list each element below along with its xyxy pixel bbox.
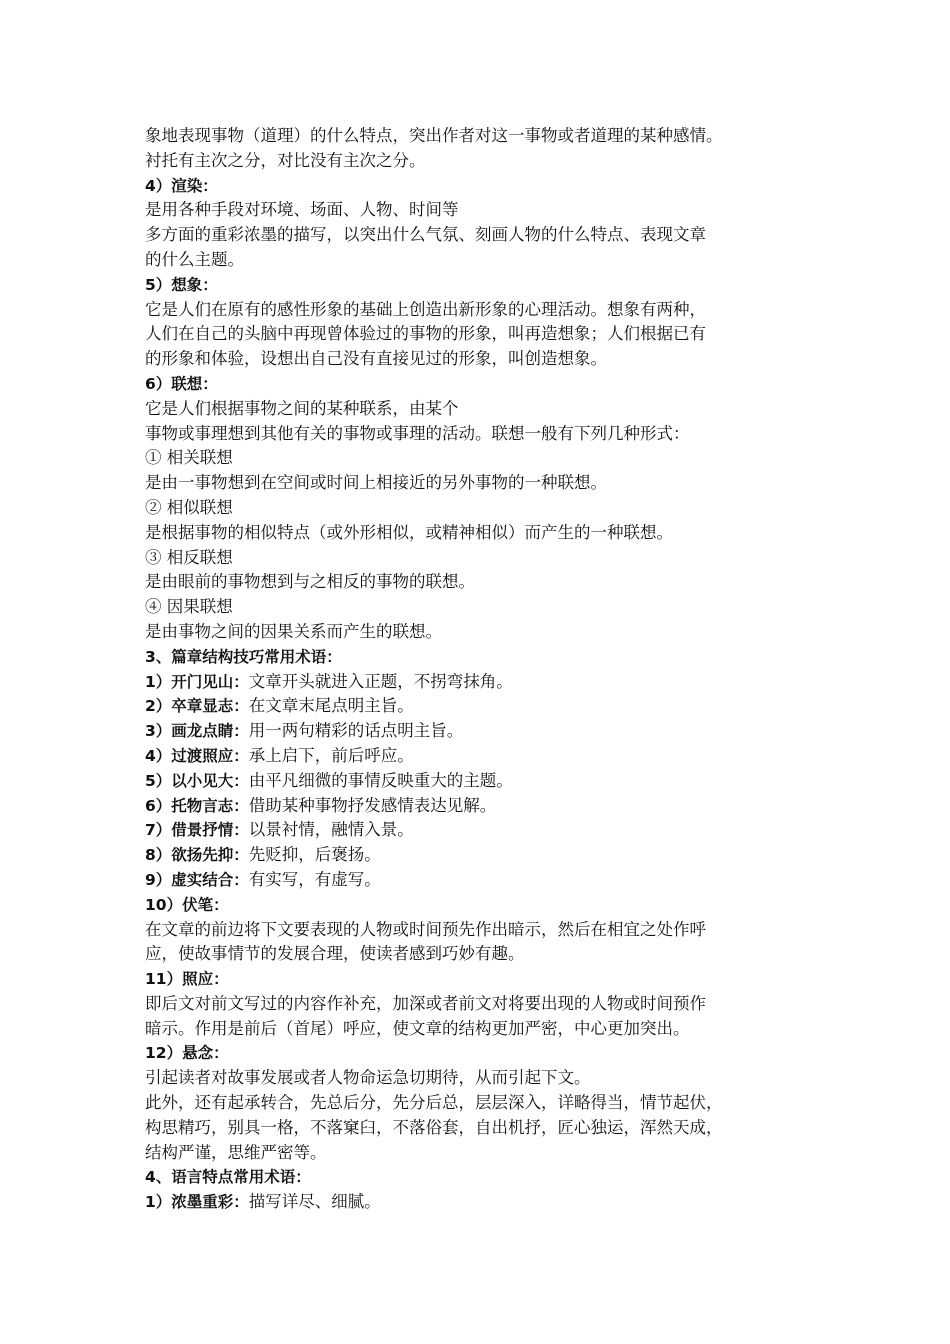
heading-association: 6）联想： <box>145 374 218 393</box>
document-body <box>145 124 825 1215</box>
text-line: 此外，还有起承转合，先总后分，先分后总，层层深入，详略得当，情节起伏， <box>145 1093 723 1113</box>
term-label: 1）开门见山： <box>145 672 249 691</box>
term-label: 7）借景抒情： <box>145 821 249 840</box>
term-definition: 描写详尽、细腻。 <box>248 1192 381 1212</box>
text-line: 是由眼前的事物想到与之相反的事物的联想。 <box>145 572 475 592</box>
text-line: 暗示。作用是前后（首尾）呼应，使文章的结构更加严密，中心更加突出。 <box>145 1018 690 1038</box>
term-line <box>145 744 825 769</box>
heading-foreshadowing: 10）伏笔： <box>145 895 229 914</box>
term-label: 5）以小见大： <box>145 771 249 790</box>
term-definition: 用一两句精彩的话点明主旨。 <box>248 721 464 741</box>
list-item-opposite-association: ③ 相反联想 <box>145 547 233 567</box>
term-definition: 文章开头就进入正题，不拐弯抹角。 <box>248 671 513 691</box>
text-line: 引起读者对故事发展或者人物命运急切期待，从而引起下文。 <box>145 1068 591 1088</box>
list-item-causal-association: ④ 因果联想 <box>145 597 233 617</box>
term-definition: 在文章末尾点明主旨。 <box>248 696 414 716</box>
text-line: 事物或事理想到其他有关的事物或事理的活动。联想一般有下列几种形式： <box>145 423 690 443</box>
text-line: 是由一事物想到在空间或时间上相接近的另外事物的一种联想。 <box>145 473 607 493</box>
term-line <box>145 794 825 819</box>
term-line <box>145 719 825 744</box>
text-line: 人们在自己的头脑中再现曾体验过的事物的形象，叫再造想象；人们根据已有 <box>145 324 706 344</box>
term-label: 9）虚实结合： <box>145 870 249 889</box>
term-definition: 承上启下，前后呼应。 <box>248 745 414 765</box>
text-line: 它是人们在原有的感性形象的基础上创造出新形象的心理活动。想象有两种， <box>145 299 706 319</box>
heading-echo: 11）照应： <box>145 970 229 989</box>
term-definition: 以景衬情，融情入景。 <box>248 820 414 840</box>
text-line: 它是人们根据事物之间的某种联系，由某个 <box>145 398 459 418</box>
text-line: 是由事物之间的因果关系而产生的联想。 <box>145 621 442 641</box>
text-line: 是根据事物的相似特点（或外形相似，或精神相似）而产生的一种联想。 <box>145 522 673 542</box>
text-line: 在文章的前边将下文要表现的人物或时间预先作出暗示，然后在相宜之处作呼 <box>145 919 706 939</box>
term-label: 8）欲扬先抑： <box>145 846 249 865</box>
term-definition: 有实写，有虚写。 <box>248 869 381 889</box>
text-line: 多方面的重彩浓墨的描写，以突出什么气氛、刻画人物的什么特点、表现文章 <box>145 225 706 245</box>
term-line <box>145 868 825 893</box>
section-heading-language: 4、语言特点常用术语： <box>145 1168 311 1187</box>
term-definition: 借助某种事物抒发感情表达见解。 <box>248 795 497 815</box>
heading-rendering: 4）渲染： <box>145 176 218 195</box>
term-line <box>145 818 825 843</box>
list-item-similar-association: ② 相似联想 <box>145 497 233 517</box>
section-heading-structure: 3、篇章结构技巧常用术语： <box>145 647 342 666</box>
term-label: 3）画龙点睛： <box>145 722 249 741</box>
list-item-related-association: ① 相关联想 <box>145 448 233 468</box>
term-line <box>145 1190 825 1215</box>
text-line: 的什么主题。 <box>145 249 244 269</box>
text-line: 衬托有主次之分，对比没有主次之分。 <box>145 150 426 170</box>
term-label: 2）卒章显志： <box>145 697 249 716</box>
text-line: 结构严谨，思维严密等。 <box>145 1142 327 1162</box>
text-line: 应，使故事情节的发展合理，使读者感到巧妙有趣。 <box>145 944 525 964</box>
term-label: 1）浓墨重彩： <box>145 1193 249 1212</box>
term-line <box>145 769 825 794</box>
term-line <box>145 670 825 695</box>
text-line: 构思精巧，别具一格，不落窠臼，不落俗套，自出机抒，匠心独运，浑然天成， <box>145 1117 723 1137</box>
term-definition: 先贬抑，后褒扬。 <box>248 845 381 865</box>
heading-suspense: 12）悬念： <box>145 1044 229 1063</box>
term-label: 6）托物言志： <box>145 796 249 815</box>
term-line <box>145 694 825 719</box>
term-line <box>145 843 825 868</box>
text-line: 的形象和体验，设想出自己没有直接见过的形象，叫创造想象。 <box>145 349 607 369</box>
term-definition: 由平凡细微的事情反映重大的主题。 <box>248 770 513 790</box>
heading-imagination: 5）想象： <box>145 275 218 294</box>
text-line: 是用各种手段对环境、场面、人物、时间等 <box>145 200 459 220</box>
term-label: 4）过渡照应： <box>145 746 249 765</box>
text-line: 象地表现事物（道理）的什么特点，突出作者对这一事物或者道理的某种感情。 <box>145 126 723 145</box>
text-line: 即后文对前文写过的内容作补充，加深或者前文对将要出现的人物或时间预作 <box>145 993 706 1013</box>
